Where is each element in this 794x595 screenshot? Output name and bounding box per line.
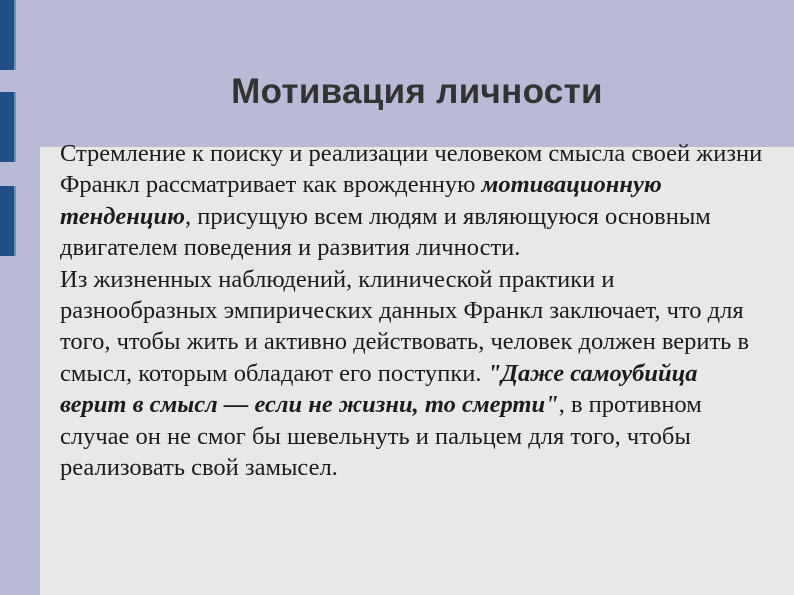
paragraph-1-emphasis: мотивационную тенденцию (60, 171, 662, 230)
paragraph-2 (60, 264, 770, 484)
paragraph-2-text-start: Из жизненных наблюдений, клинической практики и разнообразных эмпирических данных Франкл заключает, что для того, чтобы жить и активно действовать, человек должен верить в смысл, которым обладают его поступки. (60, 265, 750, 387)
left-decoration-strip (0, 0, 40, 595)
slide-body (60, 138, 770, 483)
paragraph-2-text-end: , в противном случае он не смог бы шевельнуть и пальцем для того, чтобы реализовать свой замысел. (60, 391, 702, 482)
paragraph-1 (60, 138, 770, 264)
accent-bar (0, 0, 16, 70)
accent-bar (0, 186, 16, 256)
accent-bar (0, 92, 16, 162)
paragraph-1-text-end: , присущую всем людям и являющуюся основным двигателем поведения и развития личности. (60, 202, 711, 262)
slide-title: Мотивация личности (231, 72, 603, 111)
paragraph-1-text-start: Стремление к поиску и реализации человеком смысла своей жизни Франкл рассматривает как врожденную (60, 140, 763, 199)
paragraph-2-quote: "Даже самоубийца верит в смысл — если не жизни, то смерти" (60, 359, 698, 419)
